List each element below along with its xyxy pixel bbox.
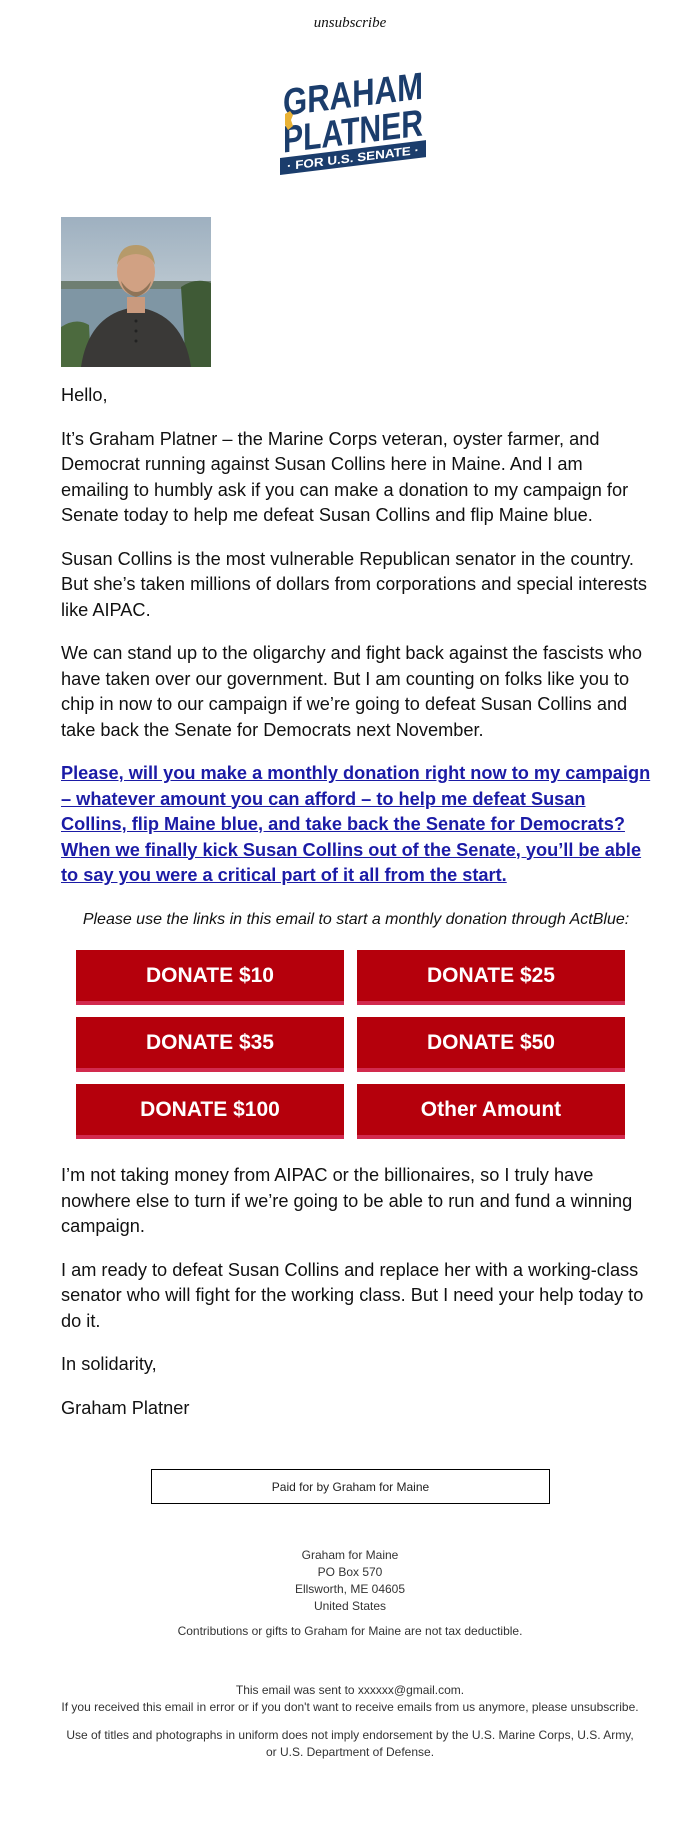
paid-for-disclaimer xyxy=(151,1469,550,1504)
endorsement-disclaimer xyxy=(60,1727,640,1761)
paragraph-intro: It’s Graham Platner – the Marine Corps veteran, oyster farmer, and Democrat running against Susan Collins here in Maine. And I am emailing to humbly ask if you can make a donation to my campaign for Senate today to help me defeat Susan Collins and flip Maine blue. xyxy=(61,428,629,525)
unsubscribe-header xyxy=(0,0,700,42)
tax-note xyxy=(0,1623,700,1640)
paragraph-no-aipac: I’m not taking money from AIPAC or the billionaires, so I truly have nowhere else to turn if we’re going to be able to run and fund a winning campaign. xyxy=(61,1165,633,1236)
paragraph-collins: Susan Collins is the most vulnerable Republican senator in the country. But she’s taken millions of dollars from corporations and special interests like AIPAC. xyxy=(61,548,647,620)
candidate-photo xyxy=(61,217,211,367)
country: United States xyxy=(313,1599,387,1613)
campaign-logo xyxy=(280,68,426,186)
signature: Graham Platner xyxy=(61,1397,190,1418)
donate-button-grid xyxy=(76,950,651,1139)
donate-100-button[interactable]: DONATE $100 xyxy=(76,1084,344,1139)
unsubscribe-notice[interactable]: If you received this email in error or if you don't want to receive emails from us anymore, please unsubscribe. xyxy=(61,1700,639,1714)
logo-line1: GRAHAM xyxy=(283,68,426,125)
city-state-zip: Ellsworth, ME 04605 xyxy=(294,1582,406,1596)
paragraph-ready: I am ready to defeat Susan Collins and replace her with a working-class senator who will fight for the working class. But I need your help today to do it. xyxy=(61,1259,644,1331)
paragraph-oligarchy: We can stand up to the oligarchy and fight back against the fascists who have taken over our government. But I am counting on folks like you to chip in now to our campaign if we’re going to defeat Susan Collins and take back the Senate for Democrats next November. xyxy=(61,643,642,740)
unsubscribe-link[interactable]: unsubscribe xyxy=(313,15,387,31)
mailing-address xyxy=(0,1547,700,1615)
donate-other-amount-button[interactable]: Other Amount xyxy=(357,1084,625,1139)
tax-note-text: Contributions or gifts to Graham for Maine are not tax deductible. xyxy=(177,1624,523,1638)
endorsement-disclaimer-text: Use of titles and photographs in uniform does not imply endorsement by the U.S. Marine Corps, U.S. Army, or U.S. Department of Defense. xyxy=(66,1728,634,1759)
logo-tagline: · FOR U.S. SENATE · xyxy=(287,144,405,174)
donate-50-button[interactable]: DONATE $50 xyxy=(357,1017,625,1072)
paid-for-text: Paid for by Graham for Maine xyxy=(271,1479,430,1494)
closing: In solidarity, xyxy=(61,1354,157,1374)
donate-25-button[interactable]: DONATE $25 xyxy=(357,950,625,1005)
sent-to-text: This email was sent to xxxxxx@gmail.com. xyxy=(235,1683,465,1697)
donation-appeal-link[interactable]: Please, will you make a monthly donation right now to my campaign – whatever amount you can afford – to help me defeat Susan Collins, flip Maine blue, and take back the Senate for Democrats? When we finally kick Susan Collins out of the Senate, you’ll be able to say you were a critical part of it all from the start. xyxy=(61,763,651,885)
actblue-instruction: Please use the links in this email to start a monthly donation through ActBlue: xyxy=(82,910,630,928)
email-content xyxy=(61,383,651,1439)
po-box: PO Box 570 xyxy=(317,1565,383,1579)
recipient-notice xyxy=(0,1682,700,1716)
org-name: Graham for Maine xyxy=(301,1548,399,1562)
donate-35-button[interactable]: DONATE $35 xyxy=(76,1017,344,1072)
logo-graphic xyxy=(280,68,426,186)
logo-line2: PLATNER xyxy=(283,97,426,162)
donate-10-button[interactable]: DONATE $10 xyxy=(76,950,344,1005)
greeting: Hello, xyxy=(61,385,108,405)
